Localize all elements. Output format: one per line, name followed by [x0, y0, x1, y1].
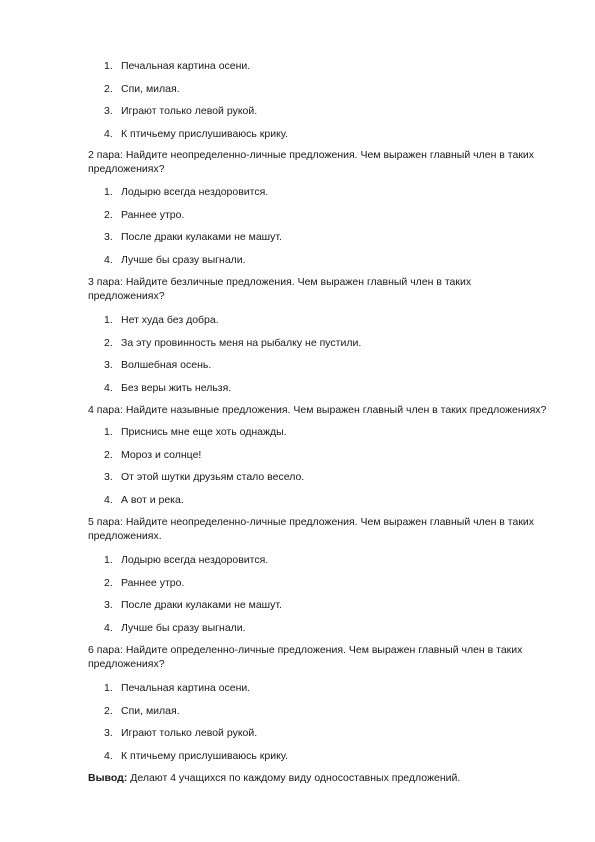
question-heading: [88, 643, 548, 671]
item-text: Печальная картина осени.: [121, 682, 251, 694]
item-text: Спи, милая.: [121, 82, 180, 95]
item-number: 3.: [104, 359, 113, 371]
item-number: 4.: [104, 381, 113, 394]
item-text: К птичьему прислушиваюсь крику.: [121, 749, 288, 762]
list-item: [0, 336, 595, 350]
list-item: [0, 598, 595, 612]
item-number: 3.: [104, 727, 113, 739]
question-prefix: 5 пара:: [88, 516, 123, 528]
list-item: [0, 576, 595, 590]
item-text: Играют только левой рукой.: [121, 105, 258, 117]
list-item: [0, 59, 595, 73]
item-text: От этой шутки друзьям стало весело.: [121, 471, 305, 483]
list-item: [0, 127, 595, 141]
list-item: [0, 208, 595, 222]
item-text: Лодырю всегда нездоровится.: [121, 554, 269, 566]
item-text: К птичьему прислушиваюсь крику.: [121, 127, 288, 140]
question-prefix: 3 пара:: [88, 276, 123, 288]
list-item: [0, 82, 595, 96]
question-prefix: 4 пара:: [88, 404, 123, 416]
conclusion-text: Делают 4 учащихся по каждому виду односоставных предложений.: [130, 772, 461, 784]
item-number: 3.: [104, 231, 113, 243]
question-heading: [88, 148, 548, 176]
item-number: 4.: [104, 749, 113, 762]
item-number: 2.: [104, 208, 113, 221]
item-text: Без веры жить нельзя.: [121, 381, 232, 394]
list-item: [0, 425, 595, 439]
list-item: [0, 381, 595, 395]
list-item: [0, 470, 595, 484]
conclusion-label: Вывод:: [88, 772, 128, 784]
question-heading: [88, 275, 548, 303]
item-number: 3.: [104, 105, 113, 117]
item-number: 4.: [104, 493, 113, 506]
item-number: 1.: [104, 554, 113, 566]
item-text: За эту провинность меня на рыбалку не пустили.: [121, 336, 362, 349]
item-text: После драки кулаками не машут.: [121, 599, 282, 611]
conclusion: [88, 771, 548, 785]
item-number: 1.: [104, 682, 113, 694]
item-text: Раннее утро.: [121, 208, 185, 221]
item-number: 1.: [104, 426, 113, 438]
item-number: 1.: [104, 314, 113, 326]
list-item: [0, 313, 595, 327]
item-number: 2.: [104, 336, 113, 349]
item-number: 3.: [104, 599, 113, 611]
question-text: Найдите назывные предложения. Чем выражен главный член в таких предложениях?: [125, 404, 547, 416]
item-number: 4.: [104, 621, 113, 634]
item-number: 4.: [104, 127, 113, 140]
list-item: [0, 230, 595, 244]
list-item: [0, 621, 595, 635]
item-text: Спи, милая.: [121, 704, 180, 717]
item-text: Лучше бы сразу выгнали.: [121, 253, 246, 266]
list-item: [0, 185, 595, 199]
item-text: Раннее утро.: [121, 576, 185, 589]
list-item: [0, 358, 595, 372]
item-text: Лодырю всегда нездоровится.: [121, 186, 269, 198]
item-text: Волшебная осень.: [121, 359, 212, 371]
question-prefix: 2 пара:: [88, 149, 123, 161]
item-number: 2.: [104, 448, 113, 461]
item-number: 3.: [104, 471, 113, 483]
item-number: 2.: [104, 82, 113, 95]
list-item: [0, 749, 595, 763]
item-number: 2.: [104, 704, 113, 717]
list-item: [0, 448, 595, 462]
item-text: Лучше бы сразу выгнали.: [121, 621, 246, 634]
question-prefix: 6 пара:: [88, 644, 123, 656]
list-item: [0, 104, 595, 118]
list-item: [0, 681, 595, 695]
question-heading: [88, 403, 568, 417]
item-text: Мороз и солнце!: [121, 448, 202, 461]
item-number: 1.: [104, 186, 113, 198]
item-text: Печальная картина осени.: [121, 60, 251, 72]
item-text: А вот и река.: [121, 493, 184, 506]
question-text: Найдите безличные предложения. Чем выражен главный член в таких предложениях?: [88, 276, 472, 302]
item-text: Приснись мне еще хоть однажды.: [121, 426, 287, 438]
list-item: [0, 726, 595, 740]
list-item: [0, 553, 595, 567]
list-item: [0, 704, 595, 718]
question-text: Найдите неопределенно-личные предложения. Чем выражен главный член в таких предложениях?: [88, 149, 535, 175]
list-item: [0, 253, 595, 267]
list-item: [0, 493, 595, 507]
item-number: 4.: [104, 253, 113, 266]
item-text: Нет худа без добра.: [121, 314, 219, 326]
question-heading: [88, 515, 548, 543]
item-text: Играют только левой рукой.: [121, 727, 258, 739]
question-text: Найдите определенно-личные предложения. Чем выражен главный член в таких предложениях?: [88, 644, 523, 670]
item-text: После драки кулаками не машут.: [121, 231, 282, 243]
item-number: 2.: [104, 576, 113, 589]
question-text: Найдите неопределенно-личные предложения. Чем выражен главный член в таких предложениях.: [88, 516, 535, 542]
item-number: 1.: [104, 60, 113, 72]
